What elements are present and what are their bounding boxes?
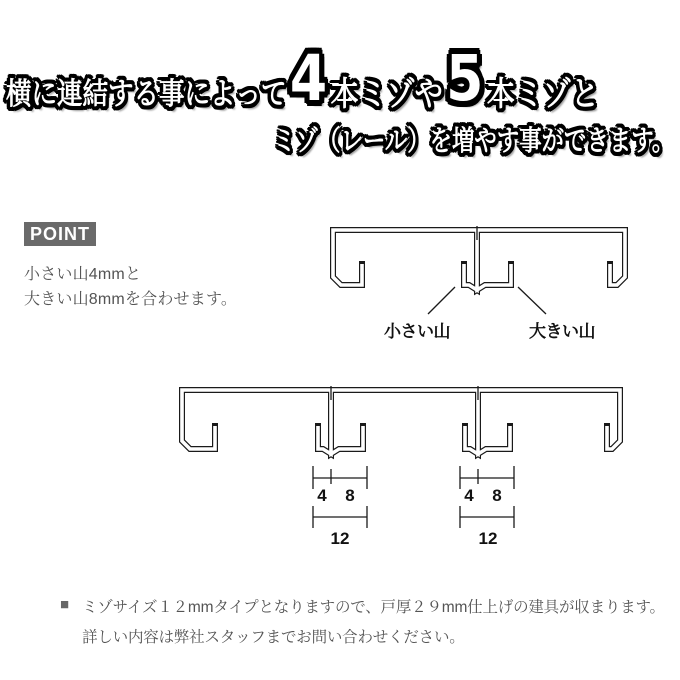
- point-line2: 大きい山8mmを合わせます。: [24, 291, 238, 308]
- dim-4mm: 4: [317, 486, 327, 505]
- label-small-ridge: 小さい山: [384, 322, 450, 341]
- headline-mid-text: 本ミゾや: [330, 74, 443, 113]
- headline-big-number-5: 5: [446, 42, 484, 115]
- square-bullet-icon: ■: [60, 596, 70, 613]
- profile-top-drawing: [333, 226, 625, 314]
- point-badge: POINT: [24, 222, 96, 246]
- headline-big-number-4: 4: [289, 42, 328, 115]
- leader-line-large-ridge: [518, 287, 546, 314]
- note-line1: ミゾサイズ１２mmタイプとなりますので、戸厚２９mm仕上げの建具が収まります。: [82, 599, 665, 616]
- point-line1: 小さい山4mmと: [24, 266, 142, 283]
- dim-8mm: 8: [492, 486, 502, 505]
- dim-12mm: 12: [478, 529, 498, 548]
- dim-12mm: 12: [330, 529, 350, 548]
- headline-line2: ミゾ（レール）を増やす事ができます。: [273, 124, 674, 157]
- bottom-note-text: [82, 593, 665, 653]
- headline-prefix: 横に連結する事によって: [6, 77, 287, 112]
- dim-8mm: 8: [345, 486, 355, 505]
- note-line2: 詳しい内容は弊社スタッフまでお問い合わせください。: [82, 629, 465, 646]
- leader-line-small-ridge: [428, 287, 455, 314]
- label-large-ridge: 大きい山: [529, 322, 595, 341]
- bottom-note: [60, 593, 665, 653]
- headline-end-text: 本ミゾと: [486, 74, 600, 113]
- dim-4mm: 4: [464, 486, 474, 505]
- profile-bottom-drawing: [182, 386, 620, 454]
